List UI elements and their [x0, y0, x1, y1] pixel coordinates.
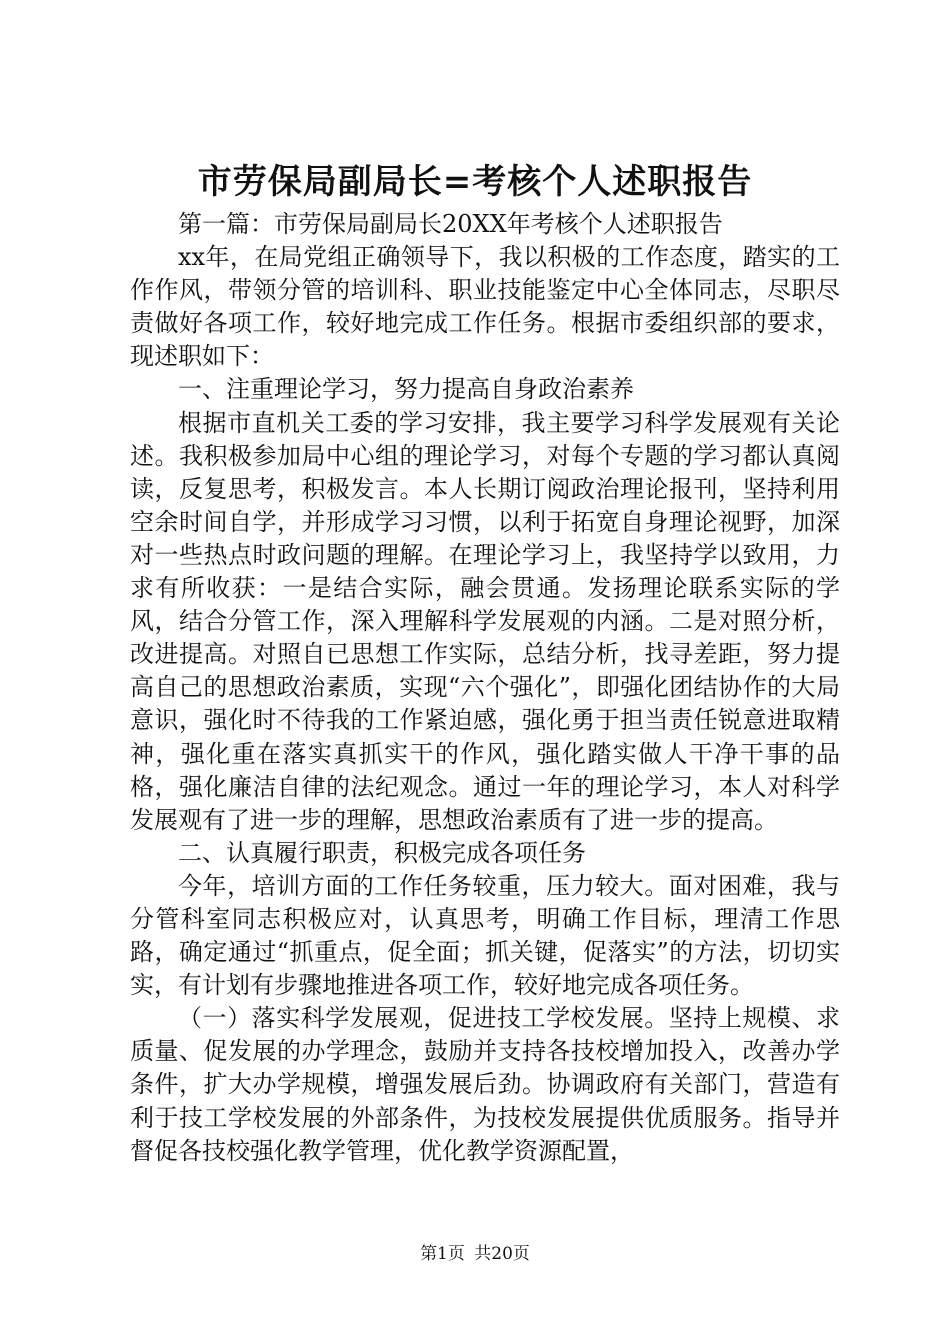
section-heading-two: 二、认真履行职责，积极完成各项任务 [178, 838, 586, 867]
page-footer [0, 1242, 950, 1266]
training-tasks-paragraph: 今年，培训方面的工作任务较重，压力较大。面对困难，我与分管科室同志积极应对，认真思考，明确工作目标，理清工作思路，确定通过“抓重点，促全面；抓关键，促落实”的方法，切切实实，有计划有步骤地推进各项工作，较好地完成各项任务。 [130, 871, 840, 1000]
document-title: 市劳保局副局长=考核个人述职报告 [197, 162, 753, 202]
section-heading-one: 一、注重理论学习，努力提高自身政治素养 [178, 375, 634, 404]
section-heading-part-one: 第一篇：市劳保局副局长20XX年考核个人述职报告 [178, 210, 723, 238]
page-number: 第1页 [420, 1244, 465, 1264]
intro-paragraph: xx年，在局党组正确领导下，我以积极的工作态度，踏实的工作作风，带领分管的培训科、职业技能鉴定中心全体同志，尽职尽责做好各项工作，较好地完成工作任务。根据市委组织部的要求，现述职如下： [130, 243, 840, 371]
document-body [130, 208, 840, 1168]
theory-study-paragraph: 根据市直机关工委的学习安排，我主要学习科学发展观有关论述。我积极参加局中心组的理论学习，对每个专题的学习都认真阅读，反复思考，积极发言。本人长期订阅政治理论报刊，坚持利用空余时间自学，并形成学习习惯，以利于拓宽自身理论视野，加深对一些热点时政问题的理解。在理论学习上，我坚持学以致用，力求有所收获：一是结合实际，融会贯通。发扬理论联系实际的学风，结合分管工作，深入理解科学发展观的内涵。二是对照分析，改进提高。对照自已思想工作实际，总结分析，找寻差距，努力提高自己的思想政治素质，实现“六个强化”，即强化团结协作的大局意识，强化时不待我的工作紧迫感，强化勇于担当责任锐意进取精神，强化重在落实真抓实干的作风，强化踏实做人干净干事的品格，强化廉洁自律的法纪观念。通过一年的理论学习，本人对科学发展观有了进一步的理解，思想政治素质有了进一步的提高。 [130, 408, 840, 834]
technical-school-paragraph: （一）落实科学发展观，促进技工学校发展。坚持上规模、求质量、促发展的办学理念，鼓励并支持各技校增加投入，改善办学条件，扩大办学规模，增强发展后劲。协调政府有关部门，营造有利于技工学校发展的外部条件，为技校发展提供优质服务。指导并督促各技校强化教学管理，优化教学资源配置， [130, 1004, 840, 1165]
page-total: 共20页 [474, 1244, 530, 1264]
